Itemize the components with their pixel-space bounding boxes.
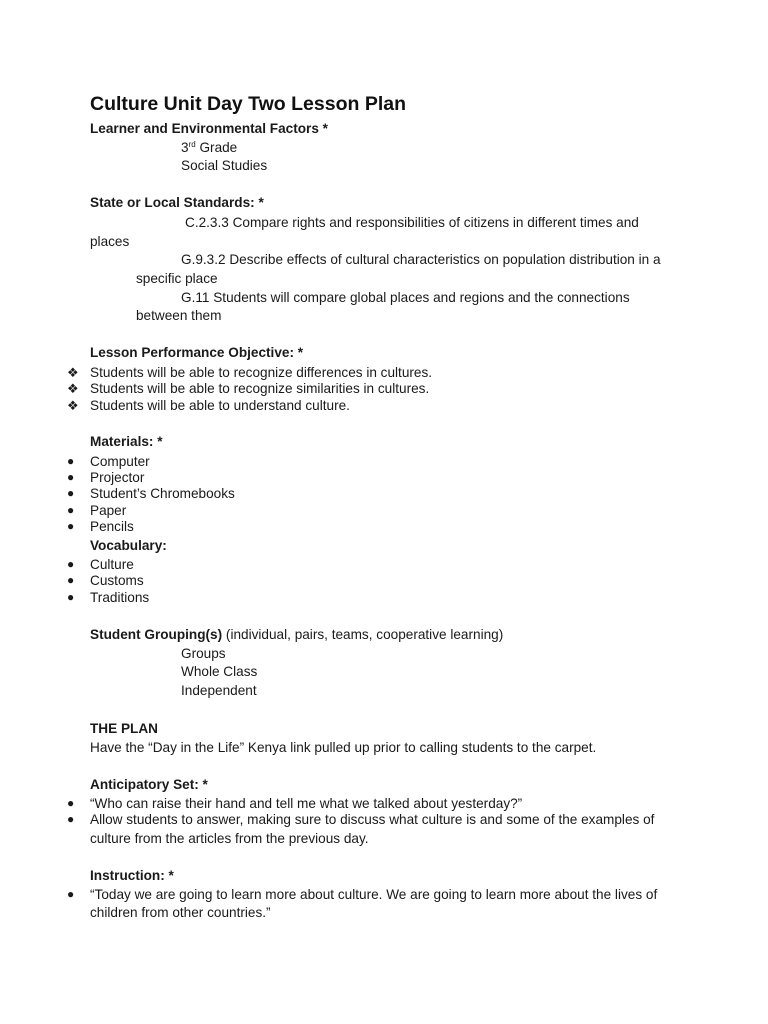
anticipatory-item-2-line1: Allow students to answer, making sure to discuss what culture is and some of the examples of [90, 812, 655, 827]
instruction-item-1-line1: “Today we are going to learn more about culture. We are going to learn more about the lives of [90, 887, 658, 902]
materials-item: Computer [90, 454, 150, 469]
vocabulary-heading: Vocabulary: [90, 538, 167, 553]
objective-bullet-icon: ❖ [67, 365, 79, 380]
objective-heading: Lesson Performance Objective: * [90, 345, 304, 360]
standard-3-line1: G.11 Students will compare global places and regions and the connections [181, 290, 630, 305]
standard-2-line2: specific place [136, 271, 218, 286]
standard-1-line2: places [90, 234, 130, 249]
materials-bullet-icon: ● [67, 503, 75, 517]
vocabulary-bullet-icon: ● [67, 557, 75, 571]
plan-heading: THE PLAN [90, 721, 158, 736]
standard-1-line1: C.2.3.3 Compare rights and responsibilities of citizens in different times and [185, 215, 639, 230]
materials-heading: Materials: * [90, 434, 163, 449]
grouping-heading-bold: Student Grouping(s) [90, 627, 223, 642]
vocabulary-bullet-icon: ● [67, 573, 75, 587]
objective-item: Students will be able to recognize differences in cultures. [90, 365, 433, 380]
vocabulary-item: Traditions [90, 590, 150, 605]
objective-bullet-icon: ❖ [67, 398, 79, 413]
materials-item: Student’s Chromebooks [90, 486, 235, 501]
instruction-heading: Instruction: * [90, 868, 174, 883]
objective-item: Students will be able to understand culture. [90, 398, 350, 413]
grade-word: Grade [195, 140, 238, 155]
anticipatory-item-1: “Who can raise their hand and tell me what we talked about yesterday?” [90, 796, 523, 811]
materials-bullet-icon: ● [67, 486, 75, 500]
grade-text [181, 139, 237, 156]
grouping-item: Whole Class [181, 664, 258, 679]
materials-bullet-icon: ● [67, 454, 75, 468]
grouping-item: Independent [181, 683, 257, 698]
materials-bullet-icon: ● [67, 519, 75, 533]
grouping-heading [90, 626, 503, 643]
plan-text: Have the “Day in the Life” Kenya link pulled up prior to calling students to the carpet. [90, 740, 597, 755]
standards-heading: State or Local Standards: * [90, 195, 264, 210]
learner-heading: Learner and Environmental Factors * [90, 121, 328, 136]
instruction-item-1-line2: children from other countries.” [90, 905, 271, 920]
vocabulary-item: Customs [90, 573, 144, 588]
materials-item: Paper [90, 503, 127, 518]
materials-item: Projector [90, 470, 145, 485]
standard-3-line2: between them [136, 308, 222, 323]
anticipatory-bullet-icon: ● [67, 796, 75, 810]
objective-bullet-icon: ❖ [67, 381, 79, 396]
materials-bullet-icon: ● [67, 470, 75, 484]
anticipatory-bullet-icon: ● [67, 812, 75, 826]
grouping-item: Groups [181, 646, 226, 661]
anticipatory-item-2-line2: culture from the articles from the previous day. [90, 831, 369, 846]
grouping-heading-note: (individual, pairs, teams, cooperative learning) [222, 627, 504, 642]
page-title: Culture Unit Day Two Lesson Plan [90, 93, 407, 115]
anticipatory-heading: Anticipatory Set: * [90, 777, 208, 792]
grade-ordinal: rd [188, 140, 196, 149]
standard-2-line1: G.9.3.2 Describe effects of cultural characteristics on population distribution in a [181, 252, 661, 267]
vocabulary-bullet-icon: ● [67, 590, 75, 604]
vocabulary-item: Culture [90, 557, 134, 572]
materials-item: Pencils [90, 519, 134, 534]
objective-item: Students will be able to recognize similarities in cultures. [90, 381, 430, 396]
grade-number: 3 [181, 140, 189, 155]
subject-text: Social Studies [181, 158, 268, 173]
instruction-bullet-icon: ● [67, 887, 75, 901]
